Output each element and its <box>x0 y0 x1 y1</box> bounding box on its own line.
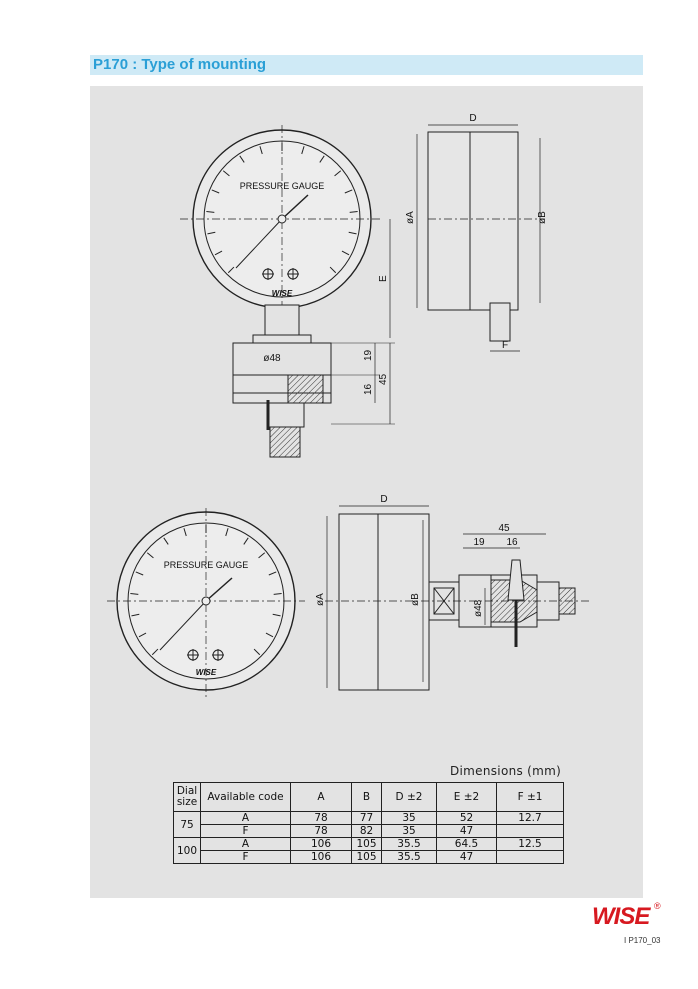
cell-F <box>497 851 564 864</box>
cell-F: 12.5 <box>497 838 564 851</box>
header-A: A <box>291 783 352 812</box>
cell-B: 105 <box>352 838 382 851</box>
cell-code: A <box>201 812 291 825</box>
cell-B: 77 <box>352 812 382 825</box>
dim-16-label-2: 16 <box>506 537 518 548</box>
gauge-side-view-bottom <box>417 125 545 351</box>
header-dial-size: Dial size <box>174 783 201 812</box>
dim-D-label-2: D <box>380 494 388 505</box>
dim-F-label: F <box>501 340 509 351</box>
section-title: P170 : Type of mounting <box>93 56 267 73</box>
cell-A: 106 <box>291 838 352 851</box>
cell-A: 78 <box>291 825 352 838</box>
dim-phi48-label: ø48 <box>263 353 281 364</box>
cell-E: 52 <box>437 812 497 825</box>
cell-code: F <box>201 851 291 864</box>
cell-code: F <box>201 825 291 838</box>
table-row <box>174 825 564 838</box>
cell-A: 106 <box>291 851 352 864</box>
header-B: B <box>352 783 382 812</box>
dim-phiB-label-1: øB <box>537 211 548 224</box>
table-header-row <box>174 783 564 812</box>
header-code: Available code <box>201 783 291 812</box>
cell-D: 35 <box>382 825 437 838</box>
header-D: D ±2 <box>382 783 437 812</box>
header-F: F ±1 <box>497 783 564 812</box>
dim-19-label: 19 <box>363 349 374 361</box>
dim-E-label: E <box>378 275 389 282</box>
cell-dial: 100 <box>174 838 201 864</box>
table-row <box>174 851 564 864</box>
dim-phiB-label-2: øB <box>410 593 421 606</box>
gauge-side-view-back <box>325 506 590 690</box>
cell-dial: 75 <box>174 812 201 838</box>
header-E: E ±2 <box>437 783 497 812</box>
dim-D-label-1: D <box>469 113 477 124</box>
cell-E: 47 <box>437 851 497 864</box>
page-code: I P170_03 <box>624 936 661 945</box>
dimensions-caption: Dimensions (mm) <box>450 764 562 778</box>
cell-E: 64.5 <box>437 838 497 851</box>
dim-phiA-label-1: øA <box>405 211 416 224</box>
dimensions-table <box>173 782 564 864</box>
cell-D: 35.5 <box>382 851 437 864</box>
dial-logo: WISE <box>195 668 217 677</box>
dial-logo: WISE <box>271 289 293 298</box>
brand-logo: WISE <box>592 903 650 930</box>
dim-45-label-2: 45 <box>498 523 510 534</box>
dial-label: PRESSURE GAUGE <box>239 181 325 191</box>
dim-45-label: 45 <box>378 373 389 385</box>
cell-D: 35 <box>382 812 437 825</box>
dial-label: PRESSURE GAUGE <box>163 560 249 570</box>
cell-D: 35.5 <box>382 838 437 851</box>
cell-B: 82 <box>352 825 382 838</box>
cell-code: A <box>201 838 291 851</box>
dim-phi48-label-2: ø48 <box>473 599 484 617</box>
cell-B: 105 <box>352 851 382 864</box>
dim-phiA-label-2: øA <box>315 593 326 606</box>
cell-A: 78 <box>291 812 352 825</box>
table-row <box>174 838 564 851</box>
dim-16-label: 16 <box>363 383 374 395</box>
cell-E: 47 <box>437 825 497 838</box>
registered-mark: ® <box>654 901 661 911</box>
table-row <box>174 812 564 825</box>
cell-F: 12.7 <box>497 812 564 825</box>
cell-F <box>497 825 564 838</box>
dim-19-label-2: 19 <box>473 537 485 548</box>
